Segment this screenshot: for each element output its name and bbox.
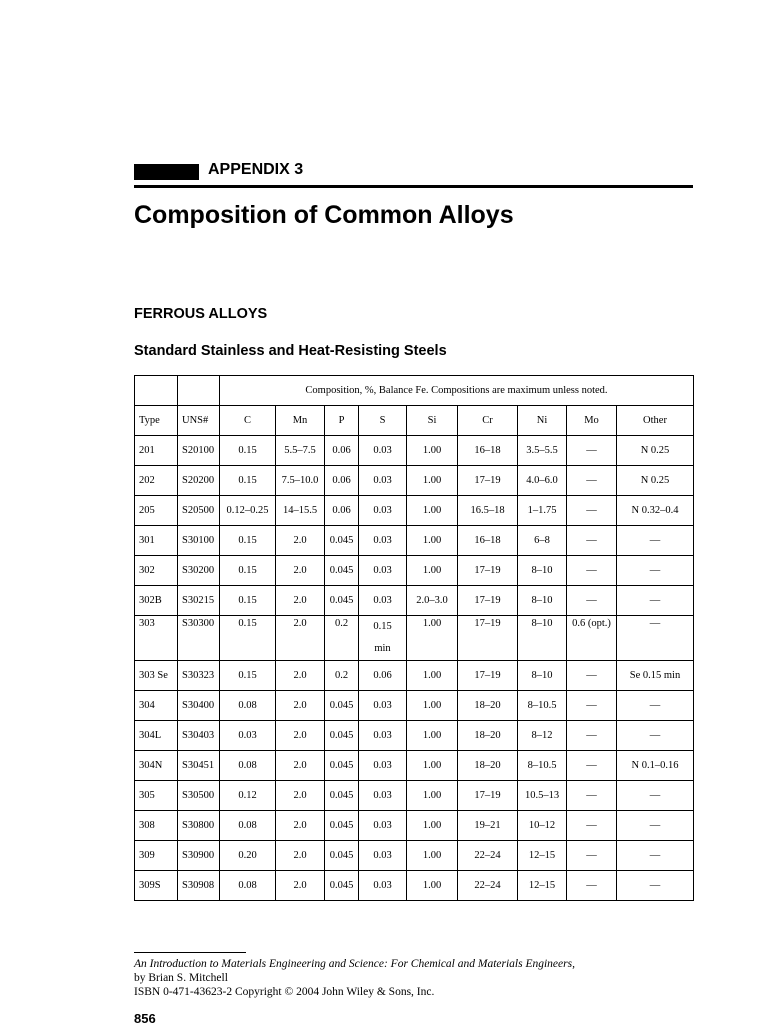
table-cell: 2.0 — [276, 586, 325, 616]
table-row — [135, 661, 694, 691]
table-cell: 303 — [135, 616, 178, 661]
table-cell: 12–15 — [518, 871, 567, 901]
table-cell: 302 — [135, 556, 178, 586]
table-cell: — — [567, 781, 617, 811]
table-cell: — — [567, 841, 617, 871]
table-cell: — — [617, 586, 694, 616]
footnote-author: by Brian S. Mitchell — [134, 972, 228, 984]
table-cell: 8–12 — [518, 721, 567, 751]
table-cell: — — [617, 526, 694, 556]
table-cell: 16.5–18 — [458, 496, 518, 526]
table-cell: — — [567, 751, 617, 781]
table-cell: S20100 — [178, 436, 220, 466]
table-cell: — — [617, 616, 694, 661]
table-cell: 304N — [135, 751, 178, 781]
table-cell: 0.03 — [359, 871, 407, 901]
table-header-row — [135, 406, 694, 436]
table-cell: 6–8 — [518, 526, 567, 556]
table-cell: 4.0–6.0 — [518, 466, 567, 496]
table-cell: — — [617, 721, 694, 751]
table-corner-cell — [178, 376, 220, 406]
table-cell: 0.03 — [359, 466, 407, 496]
table-cell: 18–20 — [458, 751, 518, 781]
table-cell: 2.0 — [276, 751, 325, 781]
table-cell: 309 — [135, 841, 178, 871]
appendix-marker-bar — [134, 164, 199, 180]
table-cell: 0.045 — [325, 721, 359, 751]
table-cell: 8–10.5 — [518, 691, 567, 721]
table-cell: 0.03 — [359, 751, 407, 781]
table-cell: N 0.1–0.16 — [617, 751, 694, 781]
table-cell: — — [567, 466, 617, 496]
table-cell: 305 — [135, 781, 178, 811]
table-cell: 0.2 — [325, 616, 359, 661]
subsection-heading: Standard Stainless and Heat-Resisting Steels — [134, 343, 447, 359]
table-cell: — — [567, 526, 617, 556]
table-cell: N 0.25 — [617, 436, 694, 466]
table-cell: 8–10 — [518, 586, 567, 616]
table-row — [135, 721, 694, 751]
table-cell: 16–18 — [458, 436, 518, 466]
table-row — [135, 691, 694, 721]
table-cell: 0.03 — [359, 721, 407, 751]
table-cell: 0.03 — [359, 526, 407, 556]
table-cell: S30215 — [178, 586, 220, 616]
table-cell: 0.045 — [325, 811, 359, 841]
table-cell: 0.045 — [325, 691, 359, 721]
table-cell: 0.045 — [325, 586, 359, 616]
table-cell: 1.00 — [407, 751, 458, 781]
table-cell: 1.00 — [407, 436, 458, 466]
column-header: Si — [407, 406, 458, 436]
table-row — [135, 871, 694, 901]
page-title: Composition of Common Alloys — [134, 201, 514, 229]
column-header: Mo — [567, 406, 617, 436]
table-cell: 17–19 — [458, 781, 518, 811]
header-rule — [134, 185, 693, 188]
table-cell: 1.00 — [407, 871, 458, 901]
table-cell: 0.03 — [359, 496, 407, 526]
footnote-rule — [134, 952, 246, 953]
table-cell: S30908 — [178, 871, 220, 901]
table-cell: — — [617, 841, 694, 871]
table-cell: 1.00 — [407, 496, 458, 526]
table-cell: — — [567, 436, 617, 466]
table-cell: 19–21 — [458, 811, 518, 841]
table-cell: 18–20 — [458, 721, 518, 751]
column-header: Type — [135, 406, 178, 436]
table-cell: — — [617, 871, 694, 901]
table-row — [135, 781, 694, 811]
table-cell: — — [567, 871, 617, 901]
table-row — [135, 616, 694, 661]
page-number: 856 — [134, 1011, 156, 1026]
table-cell: 0.03 — [359, 436, 407, 466]
table-cell: — — [567, 721, 617, 751]
table-cell: 0.045 — [325, 556, 359, 586]
table-cell: 0.12 — [220, 781, 276, 811]
table-cell: 14–15.5 — [276, 496, 325, 526]
table-cell: S30300 — [178, 616, 220, 661]
table-cell: 2.0 — [276, 616, 325, 661]
table-cell: 0.03 — [220, 721, 276, 751]
table-cell: 8–10 — [518, 556, 567, 586]
table-cell: S30403 — [178, 721, 220, 751]
table-cell: 0.045 — [325, 781, 359, 811]
table-cell: S30100 — [178, 526, 220, 556]
table-cell: 0.06 — [325, 466, 359, 496]
table-cell: 10–12 — [518, 811, 567, 841]
column-header: Other — [617, 406, 694, 436]
table-cell: 2.0 — [276, 556, 325, 586]
table-cell: 0.03 — [359, 781, 407, 811]
table-corner-cell — [135, 376, 178, 406]
table-cell: 0.08 — [220, 811, 276, 841]
table-cell: 8–10 — [518, 616, 567, 661]
table-cell: 0.12–0.25 — [220, 496, 276, 526]
section-heading: FERROUS ALLOYS — [134, 306, 268, 322]
table-cell: 304L — [135, 721, 178, 751]
table-cell: S20500 — [178, 496, 220, 526]
table-cell: 16–18 — [458, 526, 518, 556]
table-cell: 0.03 — [359, 586, 407, 616]
table-cell: 5.5–7.5 — [276, 436, 325, 466]
table-cell: 2.0 — [276, 526, 325, 556]
table-cell: 309S — [135, 871, 178, 901]
table-cell: 0.15 — [220, 616, 276, 661]
table-cell: 1.00 — [407, 811, 458, 841]
table-cell: 202 — [135, 466, 178, 496]
table-cell: 2.0 — [276, 841, 325, 871]
table-cell: 2.0 — [276, 661, 325, 691]
column-header: Mn — [276, 406, 325, 436]
table-cell: 1–1.75 — [518, 496, 567, 526]
table-cell: S30323 — [178, 661, 220, 691]
table-cell: 17–19 — [458, 556, 518, 586]
table-cell: 1.00 — [407, 721, 458, 751]
column-header: C — [220, 406, 276, 436]
table-cell: 0.15 — [220, 661, 276, 691]
table-cell: 1.00 — [407, 841, 458, 871]
table-cell: 0.045 — [325, 751, 359, 781]
table-cell: 0.15 — [220, 586, 276, 616]
column-header: S — [359, 406, 407, 436]
table-row — [135, 436, 694, 466]
table-cell: Se 0.15 min — [617, 661, 694, 691]
table-cell: 10.5–13 — [518, 781, 567, 811]
table-cell: S30800 — [178, 811, 220, 841]
table-cell: 0.03 — [359, 556, 407, 586]
footnote-isbn: ISBN 0-471-43623-2 Copyright © 2004 John Wiley & Sons, Inc. — [134, 986, 435, 998]
table-cell: 205 — [135, 496, 178, 526]
table-row — [135, 811, 694, 841]
table-cell: 1.00 — [407, 691, 458, 721]
table-cell: 1.00 — [407, 556, 458, 586]
table-row — [135, 556, 694, 586]
table-cell: S30900 — [178, 841, 220, 871]
table-cell: 1.00 — [407, 661, 458, 691]
table-cell: 201 — [135, 436, 178, 466]
table-cell: S30400 — [178, 691, 220, 721]
table-cell: 303 Se — [135, 661, 178, 691]
table-cell: 17–19 — [458, 586, 518, 616]
table-cell: — — [567, 661, 617, 691]
table-cell: — — [567, 691, 617, 721]
table-cell: 1.00 — [407, 526, 458, 556]
table-cell: 0.045 — [325, 526, 359, 556]
table-cell: 0.15 — [220, 466, 276, 496]
table-row — [135, 496, 694, 526]
table-cell: 0.08 — [220, 691, 276, 721]
table-cell: 302B — [135, 586, 178, 616]
table-cell: — — [567, 586, 617, 616]
table-cell: 0.15 — [220, 526, 276, 556]
table-cell: 308 — [135, 811, 178, 841]
table-cell: 22–24 — [458, 841, 518, 871]
table-row — [135, 751, 694, 781]
table-cell: S30500 — [178, 781, 220, 811]
footnote — [134, 957, 575, 999]
table-cell: 0.6 (opt.) — [567, 616, 617, 661]
table-cell: — — [617, 691, 694, 721]
appendix-label: APPENDIX 3 — [208, 161, 304, 178]
table-cell: 0.03 — [359, 691, 407, 721]
table-cell: 2.0 — [276, 721, 325, 751]
table-cell: 17–19 — [458, 616, 518, 661]
table-cell: 2.0 — [276, 691, 325, 721]
table-cell: S20200 — [178, 466, 220, 496]
table-cell: — — [617, 781, 694, 811]
table-cell: N 0.32–0.4 — [617, 496, 694, 526]
table-cell: 8–10.5 — [518, 751, 567, 781]
table-cell: 0.08 — [220, 751, 276, 781]
table-cell: 7.5–10.0 — [276, 466, 325, 496]
column-header: P — [325, 406, 359, 436]
table-cell: 301 — [135, 526, 178, 556]
table-cell: — — [567, 811, 617, 841]
table-cell: 17–19 — [458, 661, 518, 691]
table-row — [135, 841, 694, 871]
table-cell: 0.03 — [359, 811, 407, 841]
table-cell: 2.0 — [276, 811, 325, 841]
table-cell: 22–24 — [458, 871, 518, 901]
table-cell: 1.00 — [407, 781, 458, 811]
table-cell: 0.20 — [220, 841, 276, 871]
table-cell: 0.15 — [220, 556, 276, 586]
table-cell: 0.03 — [359, 841, 407, 871]
table-cell: 12–15 — [518, 841, 567, 871]
table-cell: 0.06 — [359, 661, 407, 691]
table-cell: 0.045 — [325, 871, 359, 901]
table-cell: 2.0 — [276, 781, 325, 811]
table-cell: 304 — [135, 691, 178, 721]
table-cell: S30200 — [178, 556, 220, 586]
column-header: Cr — [458, 406, 518, 436]
table-cell: 1.00 — [407, 466, 458, 496]
table-caption: Composition, %, Balance Fe. Compositions are maximum unless noted. — [220, 376, 694, 406]
table-row — [135, 526, 694, 556]
table-cell: 2.0–3.0 — [407, 586, 458, 616]
table-cell: 0.2 — [325, 661, 359, 691]
column-header: Ni — [518, 406, 567, 436]
table-cell: 2.0 — [276, 871, 325, 901]
table-cell: — — [567, 556, 617, 586]
column-header: UNS# — [178, 406, 220, 436]
table-cell: 18–20 — [458, 691, 518, 721]
table-cell: — — [567, 496, 617, 526]
table-cell: S30451 — [178, 751, 220, 781]
table-row — [135, 466, 694, 496]
table-cell: 0.15 — [220, 436, 276, 466]
alloy-composition-table — [134, 375, 694, 901]
table-cell: 17–19 — [458, 466, 518, 496]
table-cell: 1.00 — [407, 616, 458, 661]
table-row — [135, 586, 694, 616]
table-cell: 0.06 — [325, 436, 359, 466]
table-cell: N 0.25 — [617, 466, 694, 496]
table-cell: 0.15 min — [359, 616, 407, 661]
table-cell: — — [617, 556, 694, 586]
table-cell: 8–10 — [518, 661, 567, 691]
footnote-book-title: An Introduction to Materials Engineering and Science: For Chemical and Materials Engineers, — [134, 958, 575, 970]
table-cell: 0.08 — [220, 871, 276, 901]
table-cell: 0.06 — [325, 496, 359, 526]
table-cell: 3.5–5.5 — [518, 436, 567, 466]
table-cell: — — [617, 811, 694, 841]
table-cell: 0.045 — [325, 841, 359, 871]
